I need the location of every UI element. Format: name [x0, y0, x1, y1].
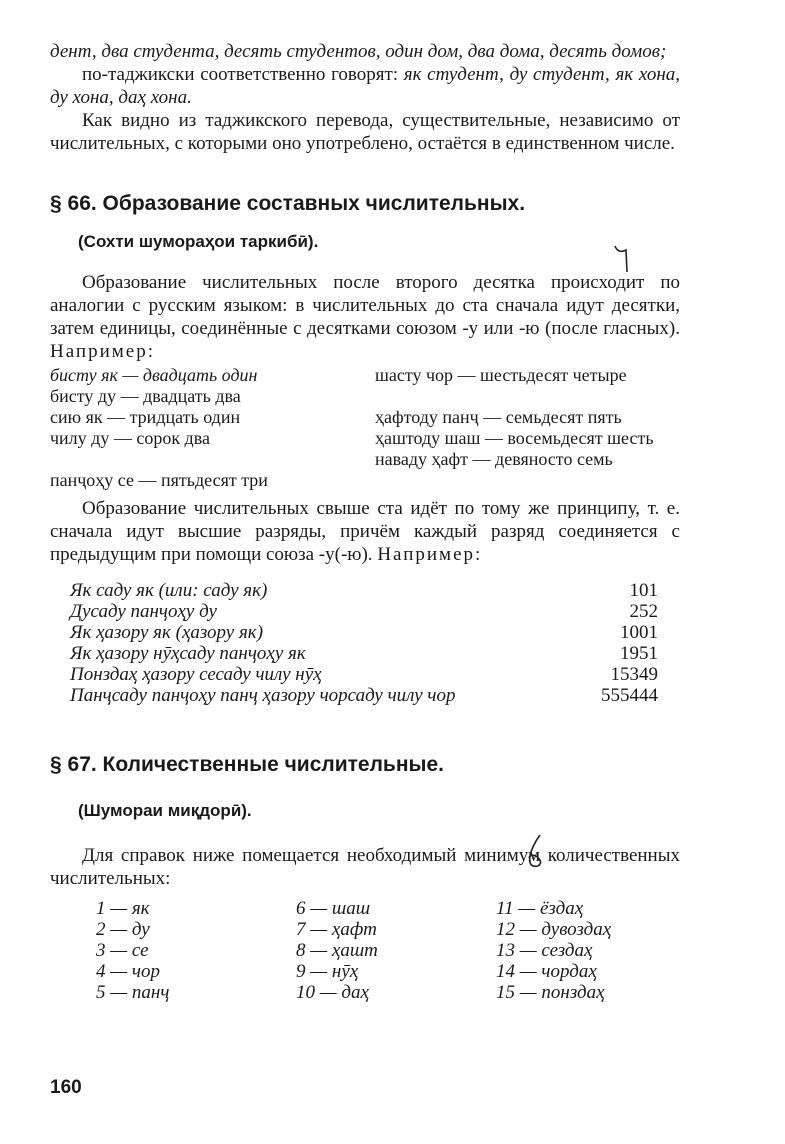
number-entry: 14 — чордаҳ: [496, 961, 597, 982]
pair-left-2: бисту ду — двадцать два: [50, 386, 241, 406]
s66-p2-example-word: Например:: [377, 544, 483, 565]
pair-right-4: ҳаштоду шаш — восемьдесят шесть: [375, 428, 654, 448]
number-entry: 13 — сездаҳ: [496, 940, 593, 961]
example-row: [70, 622, 658, 643]
s66-p1-example-word: Например:: [50, 341, 155, 362]
intro-paragraph-2: [50, 63, 680, 109]
pair-left-4: чилу ду — сорок два: [50, 428, 210, 448]
section-67-subtitle: (Шумораи миқдорӣ).: [78, 801, 252, 820]
intro-p2-italic: як студент, ду студент, як хона, ду хона, даҳ хона.: [50, 64, 681, 108]
example-text: Панҷсаду панҷоҳу панҷ ҳазору чорсаду чилу чор: [70, 685, 456, 706]
pair-right-3: ҳафтоду панҷ — семьдесят пять: [375, 407, 622, 427]
number-entry: 4 — чор: [96, 961, 160, 982]
section-66-paragraph-1: [50, 271, 680, 363]
intro-line: дент, два студента, десять студентов, один дом, два дома, десять домов;: [50, 41, 667, 62]
number-entry: 9 — нӯҳ: [296, 961, 359, 982]
section-67-title: § 67. Количественные числительные.: [50, 753, 444, 776]
example-text: Як ҳазору як (ҳазору як): [70, 622, 264, 643]
example-text: Дусаду панҷоҳу ду: [70, 601, 217, 622]
pair-right-2: [375, 386, 680, 407]
pair-left-5: панҷоҳу се — пятьдесят три: [50, 470, 268, 490]
number-entry: 7 — ҳафт: [296, 919, 377, 940]
s66-p1-lead: Образование числительных после второго десятка происходит по аналогии с русским языком: в числительных до ста сначала идут десятки, затем единицы, соединённые с десятками союзом -у или -ю (после гласных).: [50, 272, 680, 339]
pair-left-1: бисту як — двадцать один: [50, 365, 258, 385]
pair-right-1: шасту чор — шестьдесят четыре: [375, 365, 627, 385]
section-66-examples: [70, 580, 658, 706]
intro-paragraph-3: Как видно из таджикского перевода, существительные, независимо от числительных, с которыми оно употреблено, остаётся в единственном числе.: [50, 110, 680, 154]
handwritten-mark-icon: [522, 832, 548, 872]
example-value: 15349: [610, 664, 658, 685]
example-value: 1951: [620, 643, 658, 664]
example-text: Як саду як (или: саду як): [70, 580, 268, 601]
example-value: 555444: [601, 685, 658, 706]
example-row: [70, 685, 658, 706]
number-entry: 1 — як: [96, 898, 150, 919]
example-value: 1001: [620, 622, 658, 643]
number-entry: 6 — шаш: [296, 898, 371, 919]
number-entry: 15 — понздаҳ: [496, 982, 605, 1003]
number-entry: 8 — ҳашт: [296, 940, 378, 961]
example-text: Як ҳазору нӯҳсаду панҷоҳу як: [70, 643, 306, 664]
example-text: Понздаҳ ҳазору сесаду чилу нӯҳ: [70, 664, 322, 685]
s66-p2-lead: Образование числительных свыше ста идёт по тому же принципу, т. е. сначала идут высшие разряды, причём каждый разряд соединяется с предыдущим при помощи союза -у(-ю).: [50, 498, 680, 565]
section-66-subtitle: (Сохти шумораҳои таркибӣ).: [78, 232, 319, 251]
page-number: 160: [50, 1077, 82, 1098]
pair-left-3: сию як — тридцать один: [50, 407, 241, 427]
number-entry: 10 — даҳ: [296, 982, 369, 1003]
pair-right-5: наваду ҳафт — девяносто семь: [375, 449, 613, 469]
number-entry: 12 — дувоздаҳ: [496, 919, 612, 940]
number-entry: 2 — ду: [96, 919, 150, 940]
number-entry: 3 — се: [96, 940, 149, 961]
example-row: [70, 664, 658, 685]
section-66-pairs: [50, 365, 680, 491]
handwritten-mark-icon: [612, 240, 632, 274]
example-row: [70, 643, 658, 664]
page-body: [50, 40, 680, 1003]
example-value: 101: [629, 580, 658, 601]
number-entry: 5 — панҷ: [96, 982, 170, 1003]
example-row: [70, 580, 658, 601]
example-value: 252: [629, 601, 658, 622]
intro-p2-lead: по-таджикски соответственно говорят:: [82, 64, 404, 85]
example-row: [70, 601, 658, 622]
number-entry: 11 — ёздаҳ: [496, 898, 584, 919]
section-67-paragraph-1: Для справок ниже помещается необходимый минимум количественных числительных:: [50, 845, 680, 889]
section-66-title: § 66. Образование составных числительных.: [50, 192, 526, 215]
section-66-paragraph-2: [50, 497, 680, 566]
numbers-table: [96, 898, 680, 1003]
